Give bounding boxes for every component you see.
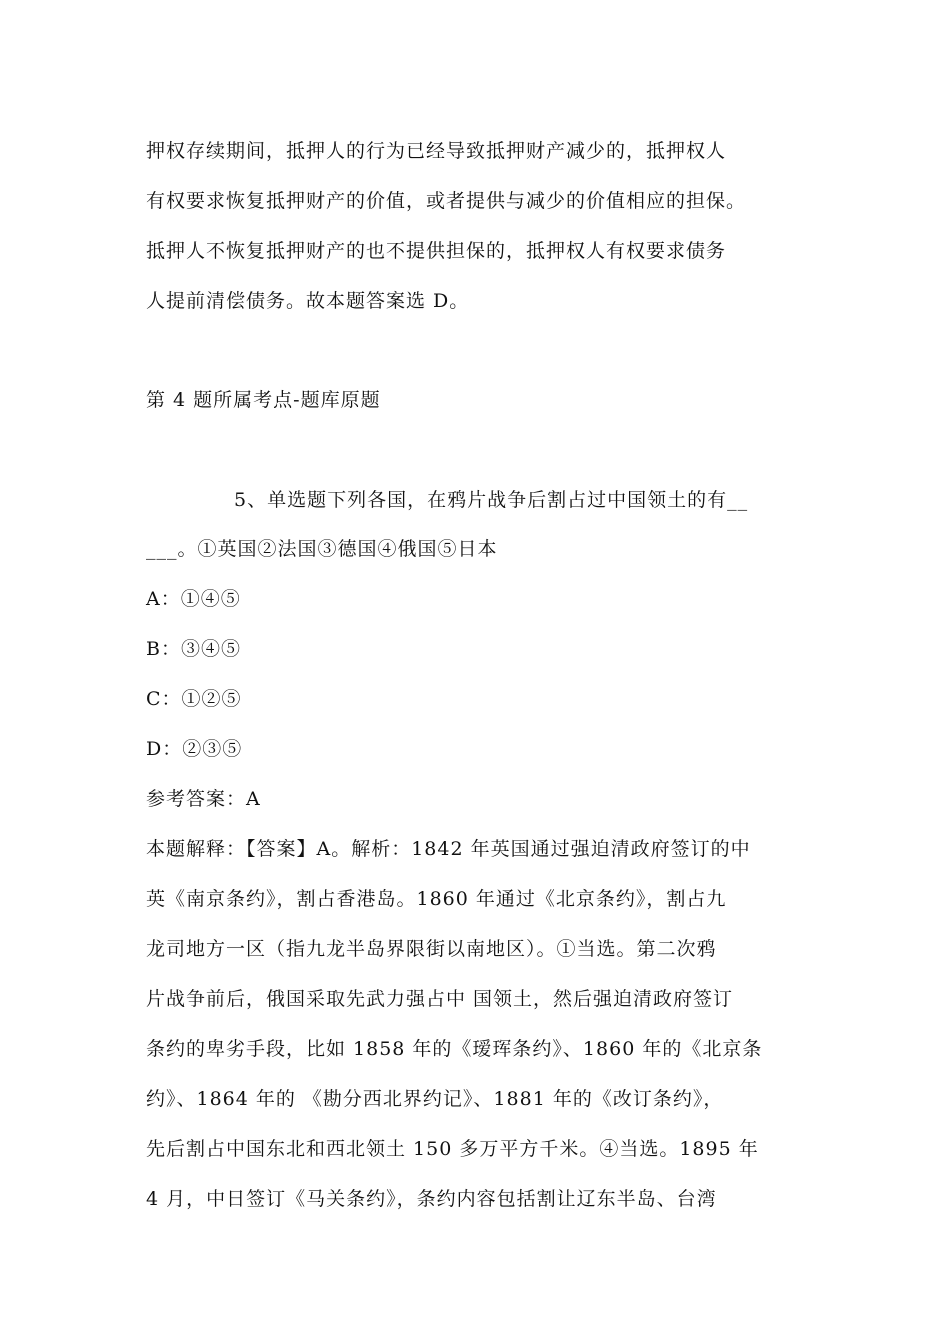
question-text-line-1: 5、单选题下列各国，在鸦片战争后割占过中国领土的有__ — [234, 489, 749, 511]
explanation-line-7: 先后割占中国东北和西北领土 150 多万平方千米。④当选。1895 年 — [146, 1138, 759, 1160]
explanation-line-2: 英《南京条约》，割占香港岛。1860 年通过《北京条约》，割占九 — [146, 888, 727, 910]
explanation-line-8: 4 月，中日签订《马关条约》，条约内容包括割让辽东半岛、台湾 — [146, 1188, 717, 1210]
explanation-line-3: 龙司地方一区（指九龙半岛界限街以南地区）。①当选。第二次鸦 — [146, 938, 717, 960]
question-text-line-2: ___。①英国②法国③德国④俄国⑤日本 — [146, 538, 498, 560]
explanation-line-6: 约》、1864 年的 《勘分西北界约记》、1881 年的《改订条约》， — [146, 1088, 724, 1110]
prev-explanation-line-4: 人提前清偿债务。故本题答案选 D。 — [146, 290, 470, 312]
reference-answer: 参考答案：A — [146, 788, 261, 810]
topic-note: 第 4 题所属考点-题库原题 — [146, 389, 381, 411]
prev-explanation-line-3: 抵押人不恢复抵押财产的也不提供担保的，抵押权人有权要求债务 — [146, 240, 727, 262]
prev-explanation-line-2: 有权要求恢复抵押财产的价值，或者提供与减少的价值相应的担保。 — [146, 190, 747, 212]
option-c: C：①②⑤ — [146, 688, 242, 710]
option-a: A：①④⑤ — [146, 588, 241, 610]
explanation-line-1: 本题解释：【答案】A。解析：1842 年英国通过强迫清政府签订的中 — [146, 838, 751, 860]
explanation-line-5: 条约的卑劣手段，比如 1858 年的《瑷珲条约》、1860 年的《北京条 — [146, 1038, 763, 1060]
prev-explanation-line-1: 押权存续期间，抵押人的行为已经导致抵押财产减少的，抵押权人 — [146, 140, 727, 162]
option-d: D：②③⑤ — [146, 738, 243, 760]
explanation-line-4: 片战争前后，俄国采取先武力强占中 国领土，然后强迫清政府签订 — [146, 988, 734, 1010]
option-b: B：③④⑤ — [146, 638, 241, 660]
